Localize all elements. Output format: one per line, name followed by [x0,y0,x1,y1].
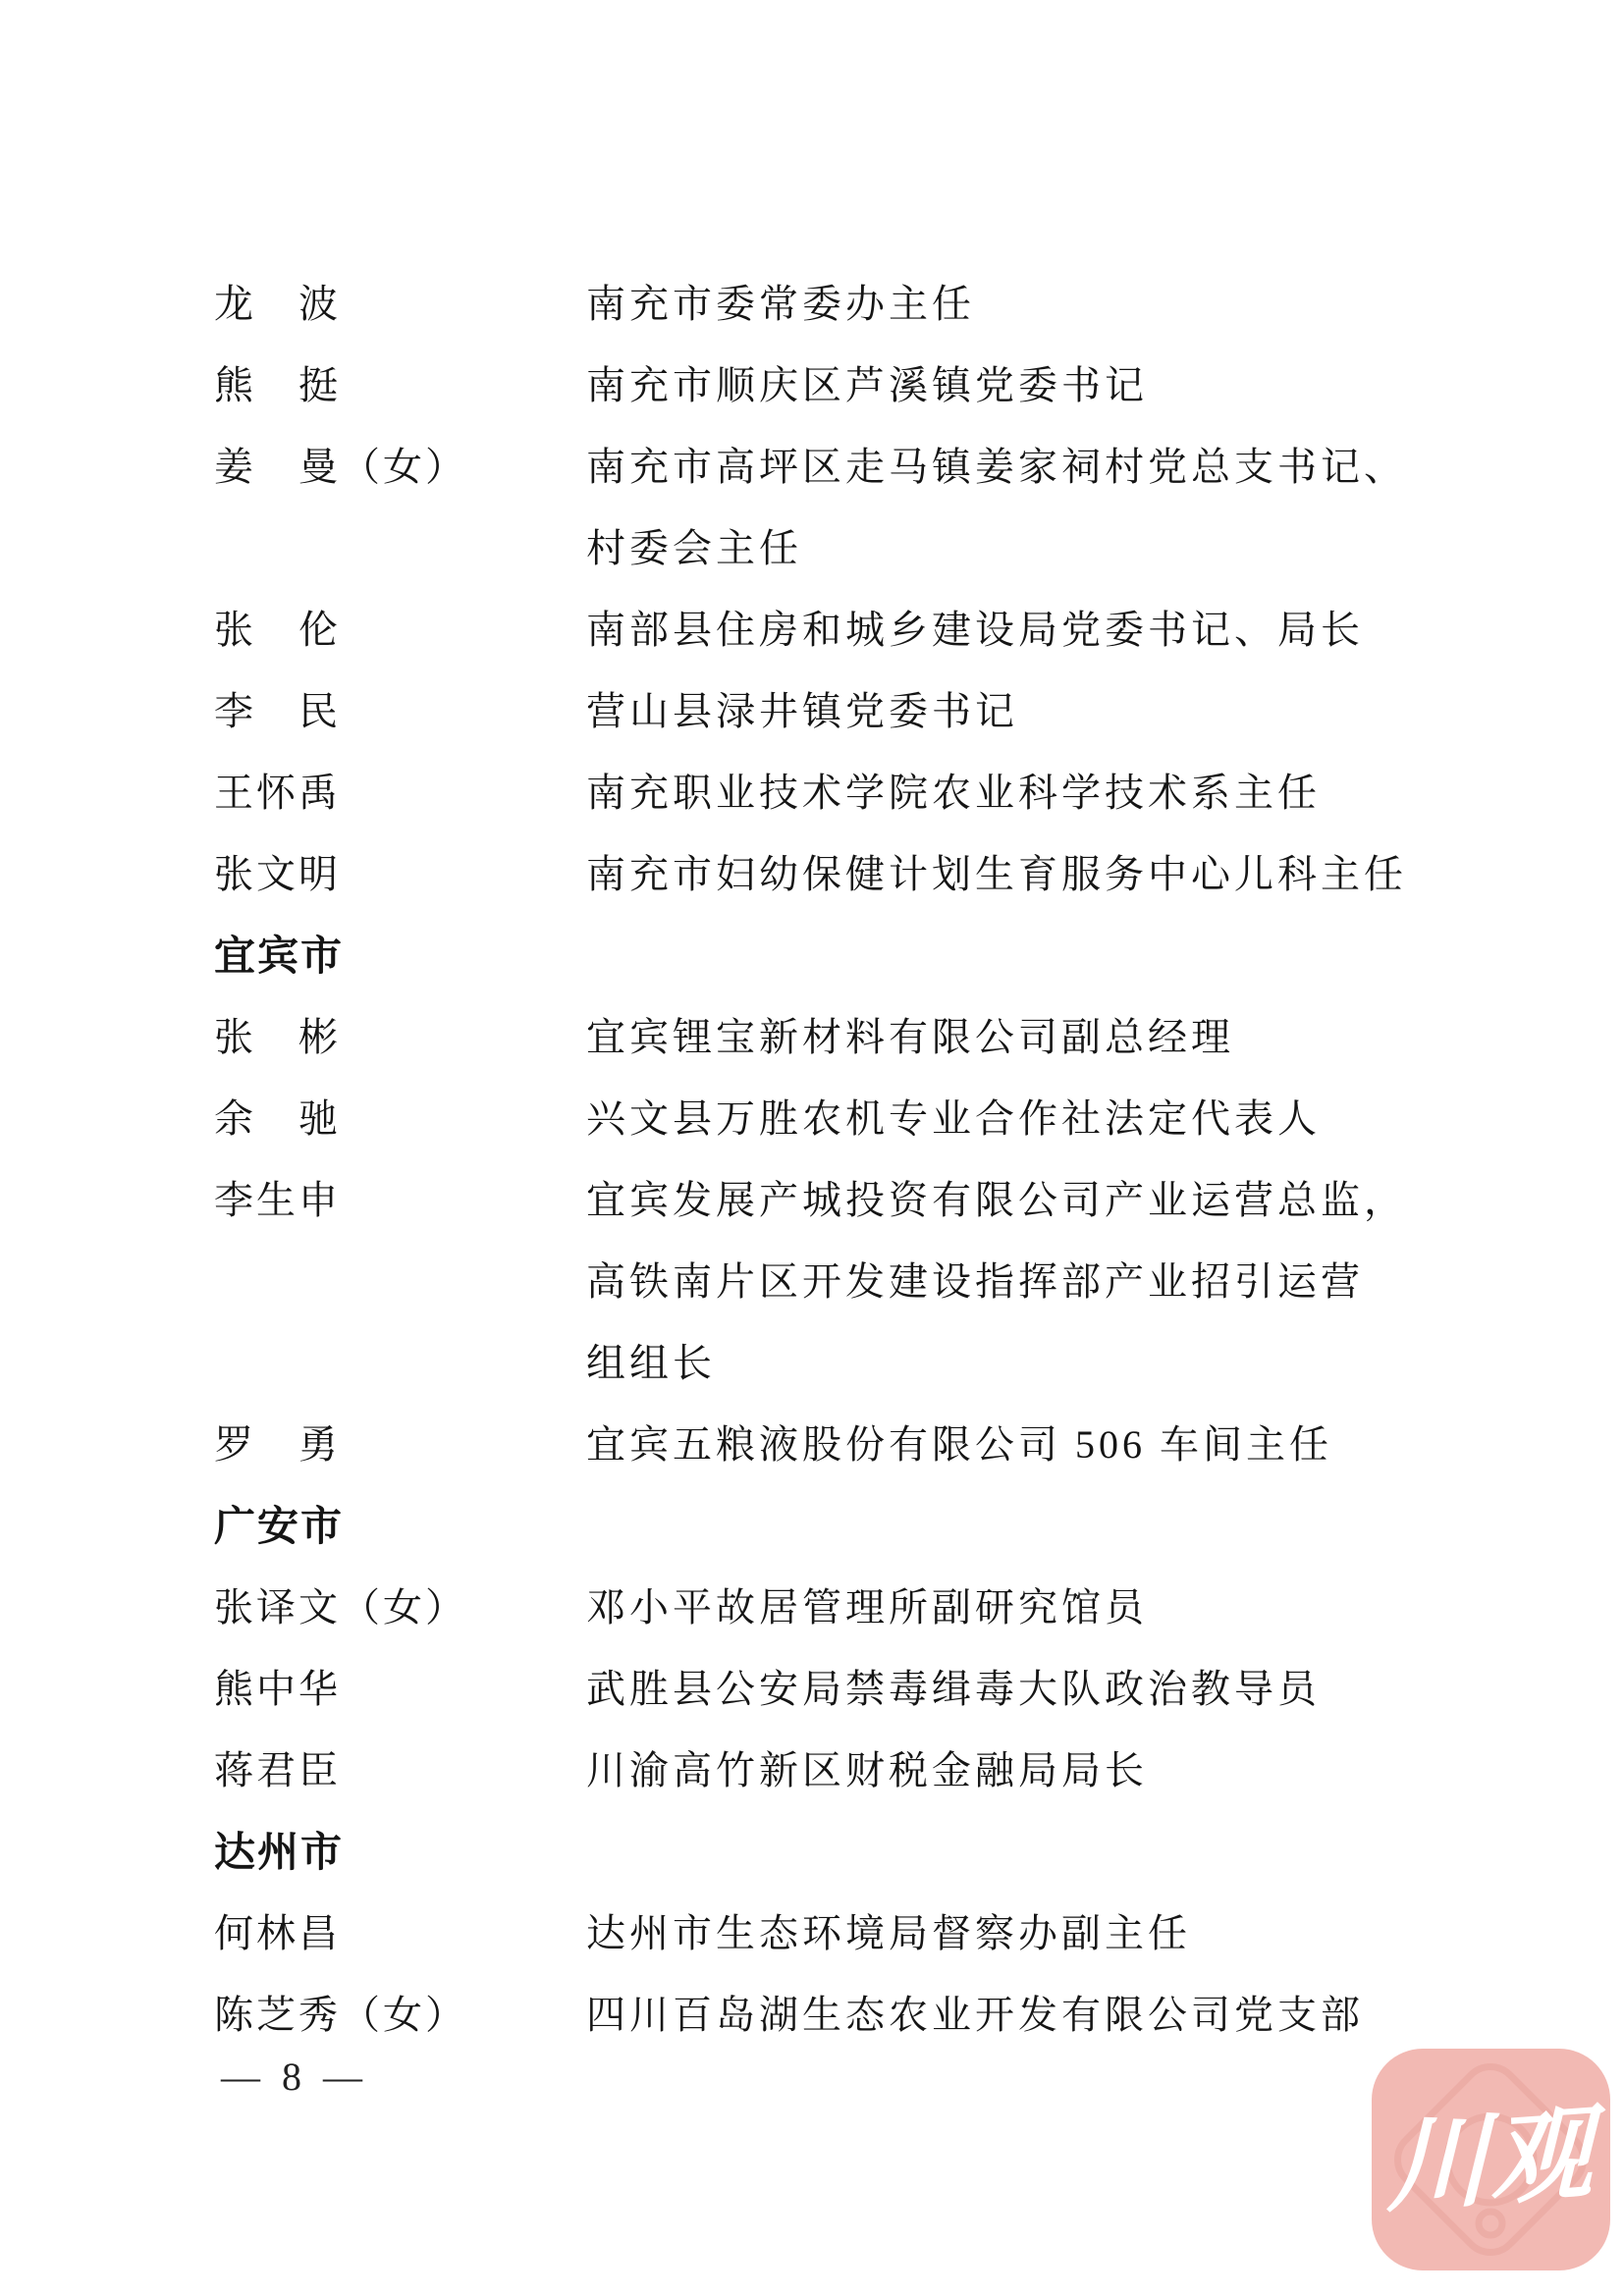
person-position: 邓小平故居管理所副研究馆员 [586,1585,1148,1629]
person-name: 张文明 [214,852,341,896]
person-position: 川渝高竹新区财税金融局局长 [586,1748,1148,1792]
roster-row [0,830,1624,912]
person-position: 四川百岛湖生态农业开发有限公司党支部 [586,1993,1364,2037]
roster-list [0,260,1624,2053]
roster-row [0,260,1624,342]
person-position: 兴文县万胜农机专业合作社法定代表人 [586,1096,1321,1141]
person-name: 姜 曼（女） [214,445,467,489]
logo-text: 川观 [1386,2091,1596,2227]
roster-row [0,993,1624,1075]
person-position: 南充市委常委办主任 [586,282,975,326]
person-position: 武胜县公安局禁毒缉毒大队政治教导员 [586,1667,1321,1711]
roster-row [0,1564,1624,1645]
person-position: 宜宾五粮液股份有限公司 506 车间主任 [586,1422,1332,1467]
roster-row [0,1401,1624,1482]
roster-row [0,505,1624,586]
person-name: 熊 挺 [214,363,341,407]
person-position: 营山县渌井镇党委书记 [586,689,1018,733]
roster-row [0,1319,1624,1401]
person-name: 龙 波 [214,282,341,326]
person-name: 张译文（女） [214,1585,467,1629]
person-position: 宜宾锂宝新材料有限公司副总经理 [586,1015,1234,1059]
person-name: 张 彬 [214,1015,341,1059]
roster-row [0,1075,1624,1156]
person-name: 何林昌 [214,1911,341,1955]
person-position: 达州市生态环境局督察办副主任 [586,1911,1191,1955]
person-position: 南充职业技术学院农业科学技术系主任 [586,771,1321,815]
person-name: 蒋君臣 [214,1748,341,1792]
roster-row [0,667,1624,749]
person-position: 南充市妇幼保健计划生育服务中心儿科主任 [586,852,1407,896]
roster-row [0,423,1624,505]
person-name: 罗 勇 [214,1422,341,1467]
roster-row [0,749,1624,830]
person-name: 余 驰 [214,1096,341,1141]
person-name: 王怀禹 [214,771,341,815]
page-number: — 8 — [221,2055,368,2099]
person-name: 陈芝秀（女） [214,1993,467,2037]
city-section-row [0,1808,1624,1890]
city-section-header: 达州市 [214,1828,345,1875]
person-position: 南充市顺庆区芦溪镇党委书记 [586,363,1148,407]
roster-row [0,1156,1624,1238]
city-section-header: 广安市 [214,1502,345,1549]
person-position: 组组长 [586,1341,716,1385]
person-position: 村委会主任 [586,526,802,570]
person-position: 宜宾发展产城投资有限公司产业运营总监， [586,1178,1407,1222]
city-section-row [0,912,1624,993]
roster-row [0,1890,1624,1971]
city-section-header: 宜宾市 [214,932,345,979]
person-name: 李生申 [214,1178,341,1222]
roster-row [0,586,1624,667]
roster-row [0,342,1624,423]
person-name: 李 民 [214,689,341,733]
person-position: 南部县住房和城乡建设局党委书记、局长 [586,608,1364,652]
person-position: 南充市高坪区走马镇姜家祠村党总支书记、 [586,445,1407,489]
person-position: 高铁南片区开发建设指挥部产业招引运营 [586,1259,1364,1304]
roster-row [0,1971,1624,2053]
person-name: 熊中华 [214,1667,341,1711]
city-section-row [0,1482,1624,1564]
roster-row [0,1238,1624,1319]
person-name: 张 伦 [214,608,341,652]
roster-row [0,1727,1624,1808]
roster-row [0,1645,1624,1727]
chuanguan-watermark-logo [1372,2049,1610,2270]
